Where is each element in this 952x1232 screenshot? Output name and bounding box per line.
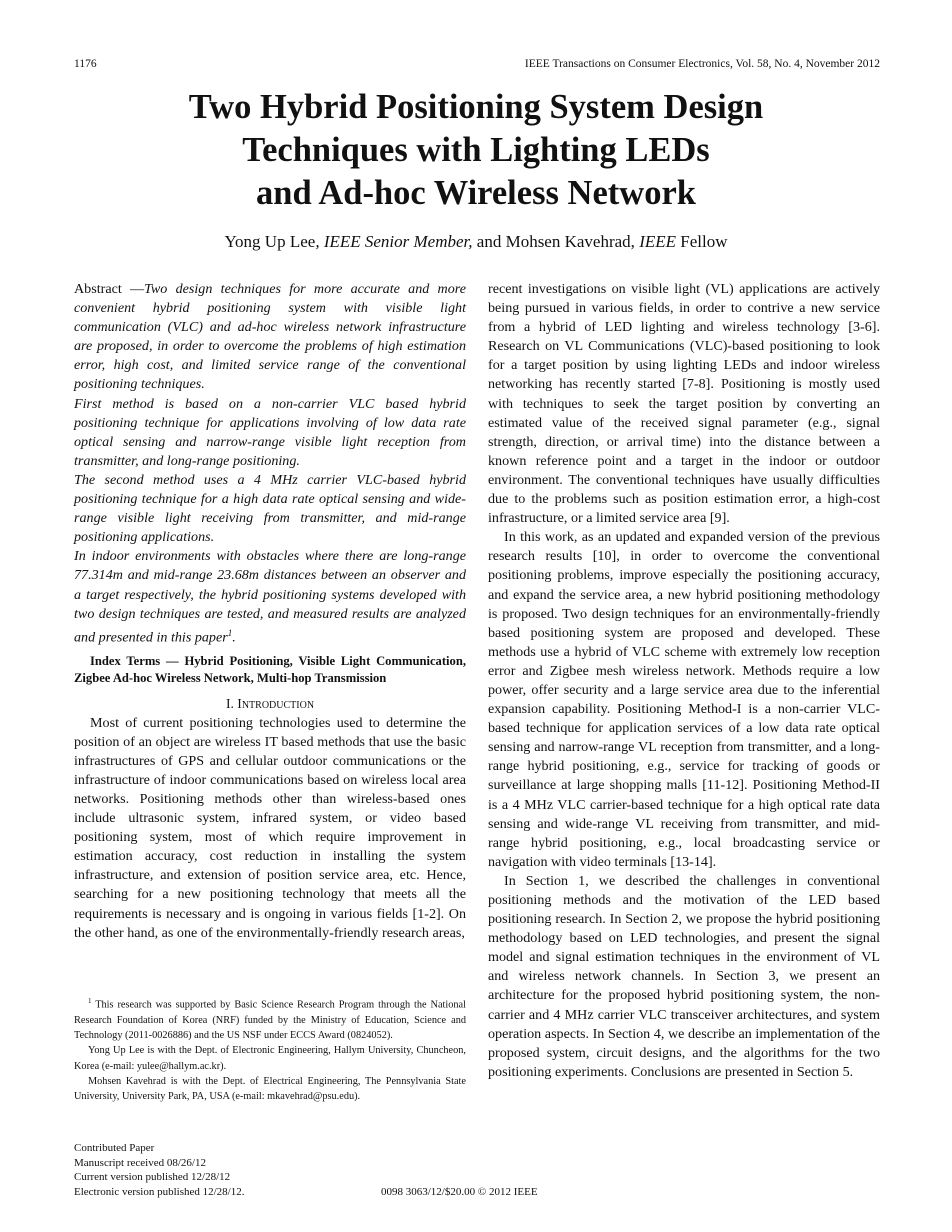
author-name: Yong Up Lee	[224, 232, 316, 251]
abstract-p1: Abstract —Two design techniques for more accurate and more convenient hybrid positioning system with visible light communication (VLC) and ad-hoc wireless network infrastructure are proposed, in order to overcome the problems of high estimation error, high cost, and limited service range of the conventional positioning techniques.	[74, 281, 466, 393]
abstract-p4: In indoor environments with obstacles where there are long-range 77.314m and mid-range 23.68m distances between an observer and a target respectively, the hybrid positioning systems developed with two design techniques are tested, and measured results are analyzed and presented in this paper$^1$.	[74, 548, 466, 646]
author-name: and Mohsen Kavehrad,	[472, 232, 640, 251]
footnote-author2: Mohsen Kavehrad is with the Dept. of Electrical Engineering, The Pennsylvania State University, University Park, PA, USA (e-mail: mkavehrad@psu.edu).	[74, 1075, 466, 1103]
publication-info	[74, 1141, 244, 1199]
body-paragraph: recent investigations on visible light (VL) applications are actively being pursued in various fields, in order to contrive a new service from a hybrid of LED lighting and wireless technology [3-6]. Research on VL Communications (VLC)-based positioning to look for a target position by using lighting LEDs and indoor wireless networking has recently started [7-8]. Positioning is mostly used with techniques to seek the target position by converting an estimated value of the received signal parameter (e.g., signal strength, direction, or arrival time) into the distance between a known reference point and a target in the indoor or outdoor environment. The conventional techniques have usually difficulties due to the problems such as position estimation error, a high-cost infrastructure, or a limited service area [9].	[488, 281, 880, 527]
abstract	[74, 280, 466, 647]
title-line: and Ad-hoc Wireless Network	[256, 174, 696, 212]
pub-line: Contributed Paper	[74, 1142, 155, 1154]
pub-line: Manuscript received 08/26/12	[74, 1156, 206, 1169]
abstract-label: Abstract —	[74, 281, 145, 297]
journal-header: IEEE Transactions on Consumer Electronics, Vol. 58, No. 4, November 2012	[524, 58, 880, 70]
right-column	[488, 280, 880, 1082]
author-role-suffix: Fellow	[676, 232, 728, 251]
section-heading: I. Introduction	[225, 696, 315, 712]
author-line	[60, 232, 892, 252]
left-column	[74, 280, 466, 943]
intro-paragraph: Most of current positioning technologies used to determine the position of an object are wireless IT based methods that use the basic infrastructures of GPS and cellular outdoor communications or the infrastructure of indoor communications based on wireless local area networks. Positioning methods other than wireless-based ones include ultrasonic system, infrared system, or video based positioning system, most of which require improvement in estimation accuracy, cost reduction in installing the system infrastructure, and extension of position service area, etc. Hence, searching for a new positioning technology that meets all the requirements is necessary and is ongoing in various fields [1-2]. On the other hand, as one of the environmentally-friendly research areas,	[74, 714, 466, 941]
title-line: Techniques with Lighting LEDs	[242, 131, 710, 169]
index-terms: Index Terms — Hybrid Positioning, Visible Light Communication, Zigbee Ad-hoc Wireless Network, Multi-hop Transmission	[74, 654, 466, 685]
pub-line: Current version published 12/28/12	[74, 1171, 231, 1184]
body-paragraph: In this work, as an updated and expanded version of the previous research results [10], in order to overcome the conventional positioning problems, improve especially the positioning accuracy, and expand the service area, a new hybrid positioning methodology is proposed. Two design techniques for an environmentally-friendly based positioning system are proposed and developed. These methods use a hybrid of VLC scheme with extremely low reception error and Zigbee mesh wireless network. Methods require a low power, offer security and a large service area due to the inferential expansion capability. Positioning Method-I is a non-carrier VLC-based technique for application services of a low data rate optical sensing and narrow-range VL reception from transmitter, and a long-range hybrid positioning, e.g., service for tracking of goods or surveillance at large shopping malls [11-12]. Positioning Method-II is a 4 MHz VLC carrier-based technique for a high optical rate data sensing and wide-range VL receiving from transmitter, and mid-range hybrid positioning, e.g., local broadcasting service or navigation with video terminals [13-14].	[488, 529, 880, 870]
author-role: , IEEE Senior Member,	[315, 232, 473, 251]
body-paragraph: In Section 1, we described the challenges in conventional positioning methods and the motivation of the LED based positioning research. In Section 2, we propose the hybrid positioning methodology based on LED technologies, and present the signal model and signal estimation techniques in the environment of VL and wireless network channels. In Section 3, we present an architecture for the proposed hybrid positioning system, the non-carrier and 4 MHz carrier VLC transceiver architectures, and system operation aspects. In Section 4, we describe an implementation of the proposed system, circuit designs, and the algorithms for the two positioning experiments. Conclusions are presented in Section 5.	[488, 872, 880, 1080]
footnote-funding: $^1$ This research was supported by Basic Science Research Program through the National Research Foundation of Korea (NRF) funded by the Ministry of Education, Science and Technology (2011-0026886) and the US NSF under ECCS Award (0824052).	[74, 997, 466, 1042]
abstract-p2: First method is based on a non-carrier VLC based hybrid positioning technique for applications involving of low data rate optical sensing and narrow-range visible light reception from transmitter, and long-range positioning.	[74, 395, 466, 469]
abstract-p3: The second method uses a 4 MHz carrier VLC-based hybrid positioning technique for a high data rate optical sensing and wide-range visible light receiving from transmitter, and mid-range positioning applications.	[74, 471, 466, 546]
pub-line: Electronic version published 12/28/12.	[74, 1185, 245, 1198]
title-line: Two Hybrid Positioning System Design	[188, 88, 764, 126]
copyright: 0098 3063/12/$20.00 © 2012 IEEE	[381, 1186, 538, 1198]
author-role: IEEE	[639, 232, 677, 251]
footnote-mark: 1	[227, 627, 233, 638]
page-number: 1176	[74, 58, 97, 70]
footnote-author1: Yong Up Lee is with the Dept. of Electronic Engineering, Hallym University, Chuncheon, Korea (e-mail: yulee@hallym.ac.kr).	[74, 1045, 466, 1072]
paper-title	[60, 86, 892, 215]
footnotes	[74, 994, 466, 1105]
